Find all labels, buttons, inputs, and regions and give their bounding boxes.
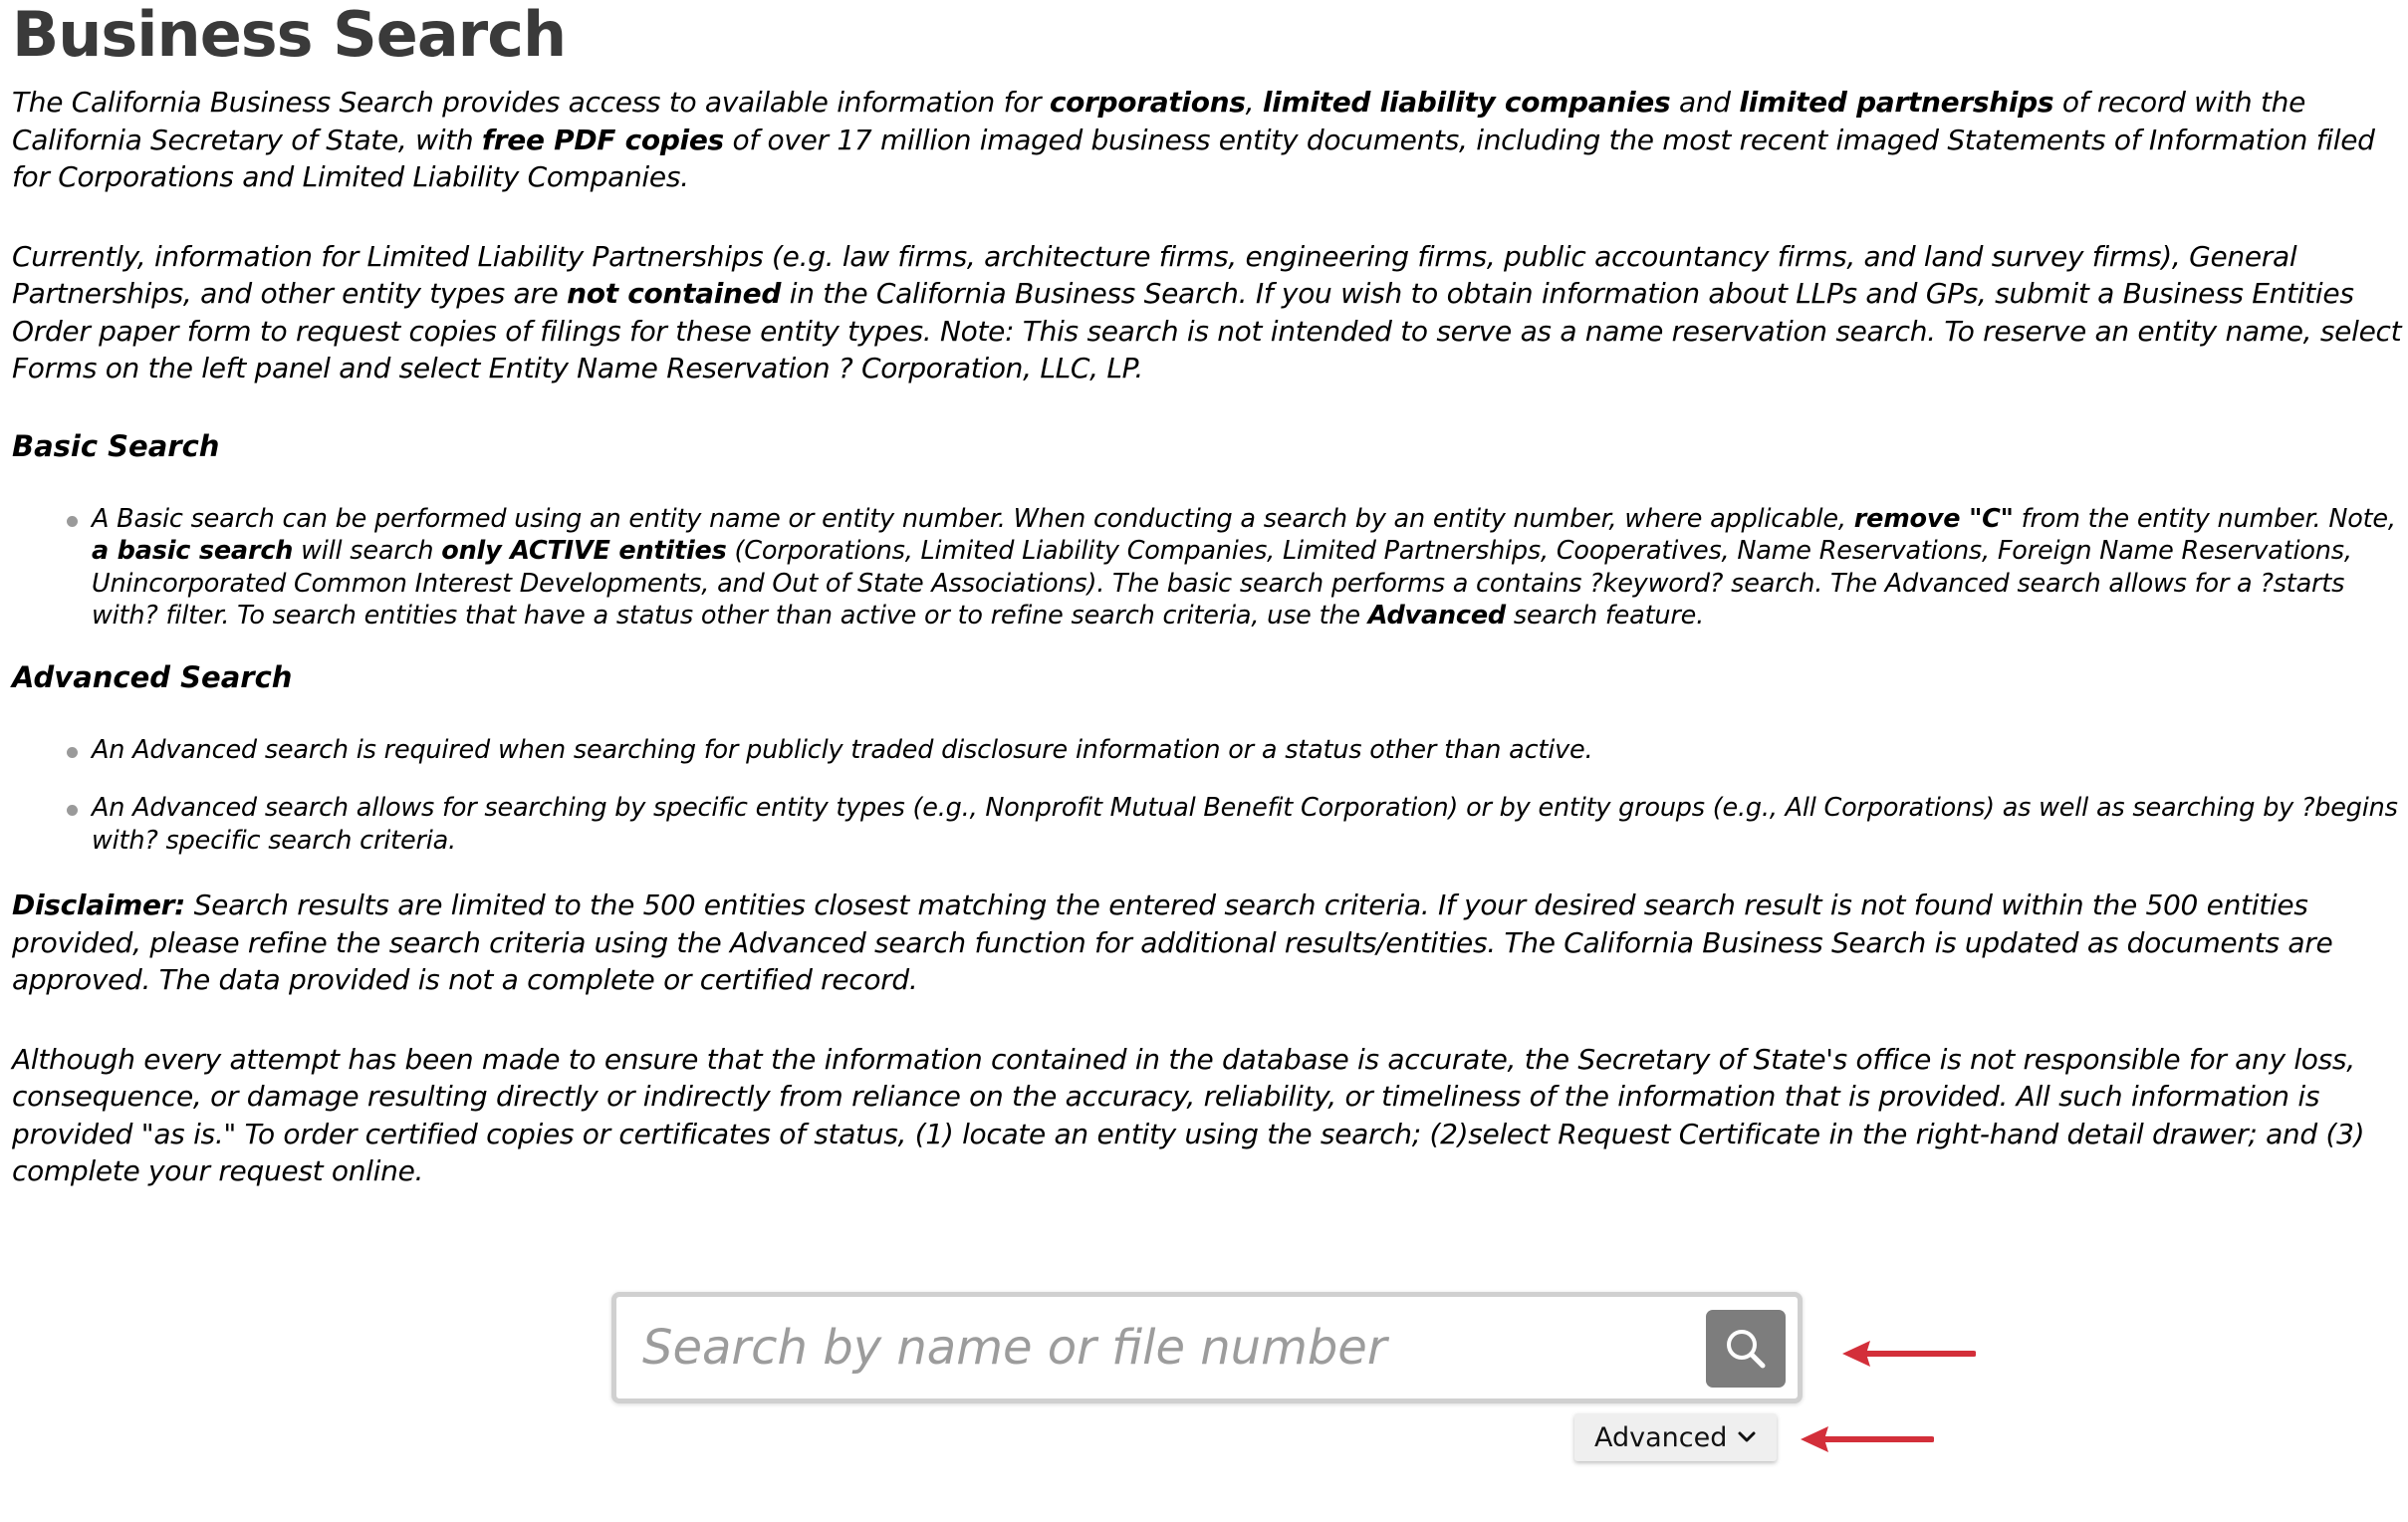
- intro-paragraph-1: The California Business Search provides access to available information for corporations, limited liability companies and limited partnerships of record with the California Secretary of State, with free PDF copies of over 17 million imaged business entity documents, including the most recent imaged Statements of Information filed for Corporations and Limited Liability Companies.: [12, 86, 2375, 193]
- annotation-arrow-search: [1840, 1335, 1976, 1375]
- page-title: Business Search: [12, 0, 567, 71]
- search-section: [611, 1292, 1812, 1453]
- page-content: [12, 0, 2402, 1190]
- list-item: A Basic search can be performed using an entity name or entity number. When conducting a search by an entity number, where applicable, remove "C" from the entity number. Note, a basic search will search only ACTIVE entities (Corporations, Limited Liability Companies, Limited Partnerships, Cooperatives, Name Reservations, Foreign Name Reservations, Unincorporated Common Interest Developments, and Out of State Associations). The basic search performs a contains ?keyword? search. The Advanced search allows for a ?starts with? filter. To search entities that have a status other than active or to refine search criteria, use the Advanced search feature.: [92, 503, 2402, 633]
- basic-search-list: [12, 503, 2402, 633]
- intro-paragraph-2: Currently, information for Limited Liability Partnerships (e.g. law firms, architecture firms, engineering firms, public accountancy firms, and land survey firms), General Partnerships, and other entity types are not contained in the California Business Search. If you wish to obtain information about LLPs and GPs, submit a Business Entities Order paper form to request copies of filings for these entity types. Note: This search is not intended to serve as a name reservation search. To reserve an entity name, select Forms on the left panel and select Entity Name Reservation ? Corporation, LLC, LP.: [12, 239, 2402, 384]
- annotation-arrow-advanced: [1799, 1420, 1934, 1460]
- chevron-down-icon: [1737, 1430, 1757, 1444]
- advanced-label: Advanced: [1594, 1421, 1728, 1453]
- advanced-search-list: [12, 734, 2402, 858]
- search-input[interactable]: [642, 1297, 1638, 1398]
- advanced-search-heading: Advanced Search: [12, 659, 293, 694]
- search-button[interactable]: [1706, 1310, 1786, 1388]
- advanced-button[interactable]: [1574, 1413, 1777, 1461]
- basic-search-heading: Basic Search: [12, 428, 220, 463]
- search-box: [611, 1292, 1803, 1403]
- list-item: An Advanced search allows for searching by specific entity types (e.g., Nonprofit Mutual Benefit Corporation) or by entity groups (e.g., All Corporations) as well as searching by ?begins with? specific search criteria.: [92, 792, 2402, 857]
- disclaimer-paragraph-1: Disclaimer: Search results are limited to the 500 entities closest matching the entered search criteria. If your desired search result is not found within the 500 entities provided, please refine the search criteria using the Advanced search function for additional results/entities. The California Business Search is updated as documents are approved. The data provided is not a complete or certified record.: [12, 888, 2333, 996]
- search-icon: [1723, 1326, 1769, 1372]
- list-item: An Advanced search is required when searching for publicly traded disclosure information or a status other than active.: [92, 734, 2402, 767]
- disclaimer-paragraph-2: Although every attempt has been made to ensure that the information contained in the database is accurate, the Secretary of State's office is not responsible for any loss, consequence, or damage resulting directly or indirectly from reliance on the accuracy, reliability, or timeliness of the information that is provided. All such information is provided "as is." To order certified copies or certificates of status, (1) locate an entity using the search; (2)select Request Certificate in the right-hand detail drawer; and (3) complete your request online.: [12, 1042, 2365, 1187]
